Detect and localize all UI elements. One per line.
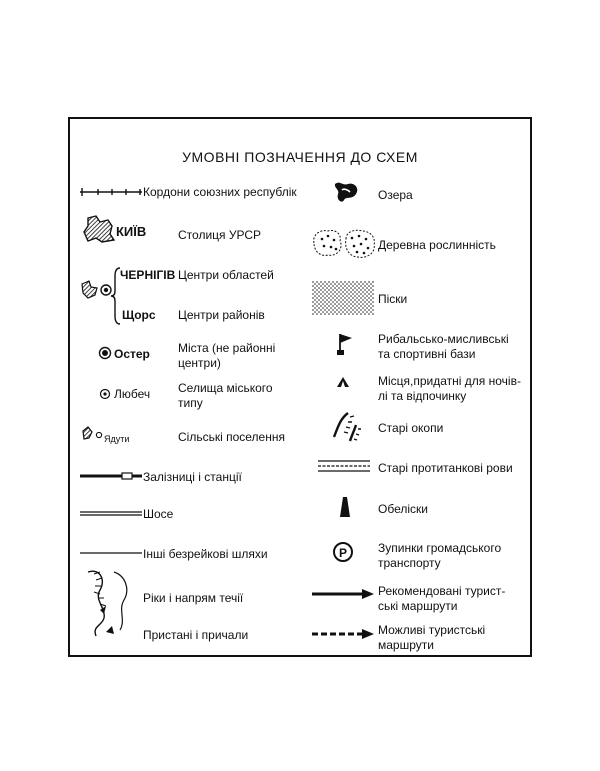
camp-label-line2: лі та відпочинку xyxy=(378,389,467,403)
capital-label: Столиця УРСР xyxy=(178,228,262,242)
railway-symbol xyxy=(80,470,142,482)
camp-tent-icon xyxy=(336,376,350,388)
kyiv-label: КИЇВ xyxy=(116,224,147,239)
borders-label: Кордони союзних республік xyxy=(143,185,297,199)
recommended-label-line2: ські маршрути xyxy=(378,599,458,613)
legend-title: УМОВНІ ПОЗНАЧЕННЯ ДО СХЕМ xyxy=(182,149,418,165)
transport-label-line1: Зупинки громадського xyxy=(378,541,502,555)
other-roads-label: Інші безрейкові шляхи xyxy=(143,547,268,561)
possible-route-symbol xyxy=(312,628,374,640)
other-roads-symbol xyxy=(80,551,142,555)
settlements-label-line2: типу xyxy=(178,396,203,410)
obelisks-label: Обеліски xyxy=(378,502,428,516)
possible-label-line1: Можливі туристські xyxy=(378,623,486,637)
urban-settlement-icon xyxy=(99,388,111,400)
capital-city-icon xyxy=(82,214,116,244)
railways-label: Залізниці і станції xyxy=(143,470,242,484)
villages-label: Сільські поселення xyxy=(178,430,285,444)
cities-label-line2: центри) xyxy=(178,356,221,370)
city-icon xyxy=(98,346,112,360)
liubech-label: Любеч xyxy=(114,387,151,401)
yadute-label: Ядути xyxy=(104,434,130,444)
lakes-label: Озера xyxy=(378,188,413,202)
obelisk-icon xyxy=(339,495,351,519)
trenches-label: Старі окопи xyxy=(378,421,444,435)
transport-label-line2: транспорту xyxy=(378,556,441,570)
settlements-label-line1: Селища міського xyxy=(178,381,273,395)
recommended-label-line1: Рекомендовані турист- xyxy=(378,584,506,598)
highway-symbol xyxy=(80,510,142,518)
river-symbol xyxy=(80,566,140,644)
rivers-label: Ріки і напрям течії xyxy=(143,591,244,605)
chernihiv-label: ЧЕРНІГІВ xyxy=(120,268,176,282)
piers-label: Пристані і причали xyxy=(143,628,249,642)
lake-icon xyxy=(332,178,362,204)
fishing-label-line1: Рибальсько-мисливські xyxy=(378,332,509,346)
transport-stop-icon xyxy=(333,542,353,562)
antitank-ditch-symbol xyxy=(318,459,370,473)
shchors-label: Щорс xyxy=(122,308,156,322)
cities-label-line1: Міста (не районні xyxy=(178,341,276,355)
fishing-label-line2: та спортивні бази xyxy=(378,347,476,361)
camp-label-line1: Місця,придатні для ночів- xyxy=(378,374,521,388)
possible-label-line2: маршрути xyxy=(378,638,434,652)
raion-centers-label: Центри районів xyxy=(178,308,265,322)
antitank-label: Старі протитанкові рови xyxy=(378,461,513,475)
oblast-centers-label: Центри областей xyxy=(178,268,274,282)
trenches-icon xyxy=(330,411,360,443)
republic-border-symbol xyxy=(80,186,142,198)
highway-label: Шосе xyxy=(143,507,174,521)
recommended-route-symbol xyxy=(312,588,374,600)
flag-icon xyxy=(336,332,356,356)
sands-icon xyxy=(312,281,374,315)
oster-label: Остер xyxy=(114,347,150,361)
trees-label: Деревна рослинність xyxy=(378,238,496,252)
trees-icon xyxy=(312,227,378,261)
sands-label: Піски xyxy=(378,292,408,306)
transport-stop-letter: P xyxy=(338,546,347,560)
